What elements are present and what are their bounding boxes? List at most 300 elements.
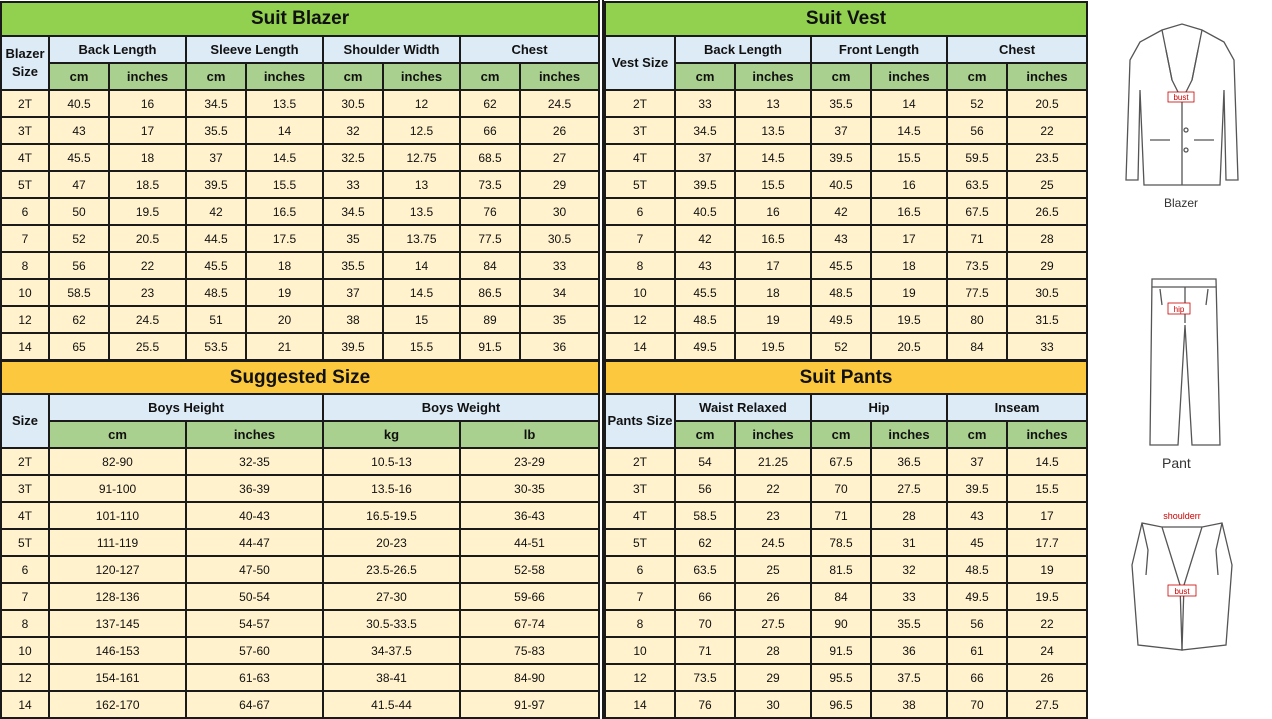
value-cell: 49.5 <box>675 333 735 360</box>
table-row <box>605 279 1087 306</box>
vest-size-header: Vest Size <box>605 36 675 90</box>
size-cell: 3T <box>1 117 49 144</box>
size-cell: 4T <box>1 144 49 171</box>
value-cell: 44-51 <box>460 529 599 556</box>
value-cell: 17.5 <box>246 225 323 252</box>
value-cell: 18 <box>735 279 811 306</box>
value-cell: 39.5 <box>186 171 246 198</box>
value-cell: 14.5 <box>246 144 323 171</box>
value-cell: 91-100 <box>49 475 186 502</box>
value-cell: 30-35 <box>460 475 599 502</box>
group-header: Front Length <box>811 36 947 63</box>
size-cell: 2T <box>605 90 675 117</box>
value-cell: 28 <box>871 502 947 529</box>
value-cell: 17 <box>1007 502 1087 529</box>
size-cell: 14 <box>1 333 49 360</box>
table-row <box>605 610 1087 637</box>
size-cell: 5T <box>605 171 675 198</box>
size-cell: 14 <box>605 691 675 718</box>
vest-bust-tag: bust <box>1174 587 1190 596</box>
suggested-size-header: Size <box>1 394 49 448</box>
unit-header: cm <box>811 63 871 90</box>
size-cell: 7 <box>605 583 675 610</box>
value-cell: 70 <box>811 475 871 502</box>
value-cell: 20-23 <box>323 529 460 556</box>
value-cell: 15.5 <box>246 171 323 198</box>
value-cell: 71 <box>947 225 1007 252</box>
value-cell: 13.5-16 <box>323 475 460 502</box>
value-cell: 80 <box>947 306 1007 333</box>
table-row <box>605 475 1087 502</box>
value-cell: 37 <box>186 144 246 171</box>
table-row <box>605 448 1087 475</box>
table-row <box>1 198 599 225</box>
table-row <box>1 90 599 117</box>
value-cell: 36 <box>520 333 599 360</box>
suit-blazer-table <box>0 1 600 361</box>
table-row <box>1 448 599 475</box>
value-cell: 54 <box>675 448 735 475</box>
value-cell: 14 <box>383 252 460 279</box>
value-cell: 66 <box>675 583 735 610</box>
value-cell: 18.5 <box>109 171 186 198</box>
value-cell: 30.5-33.5 <box>323 610 460 637</box>
value-cell: 15.5 <box>735 171 811 198</box>
value-cell: 45.5 <box>186 252 246 279</box>
value-cell: 43 <box>49 117 109 144</box>
value-cell: 48.5 <box>811 279 871 306</box>
group-header: Back Length <box>675 36 811 63</box>
suit-blazer-title: Suit Blazer <box>1 2 599 36</box>
value-cell: 18 <box>109 144 186 171</box>
suggested-size-title: Suggested Size <box>1 361 599 394</box>
value-cell: 19.5 <box>735 333 811 360</box>
value-cell: 28 <box>735 637 811 664</box>
value-cell: 37 <box>947 448 1007 475</box>
value-cell: 14 <box>871 90 947 117</box>
size-cell: 6 <box>605 556 675 583</box>
value-cell: 67.5 <box>947 198 1007 225</box>
value-cell: 91-97 <box>460 691 599 718</box>
table-row <box>1 225 599 252</box>
value-cell: 16 <box>871 171 947 198</box>
value-cell: 67.5 <box>811 448 871 475</box>
value-cell: 23-29 <box>460 448 599 475</box>
table-row <box>605 198 1087 225</box>
value-cell: 19.5 <box>1007 583 1087 610</box>
size-cell: 14 <box>1 691 49 718</box>
value-cell: 33 <box>1007 333 1087 360</box>
value-cell: 42 <box>675 225 735 252</box>
value-cell: 16.5 <box>246 198 323 225</box>
value-cell: 84 <box>460 252 520 279</box>
table-row <box>605 637 1087 664</box>
value-cell: 32.5 <box>323 144 383 171</box>
value-cell: 14.5 <box>871 117 947 144</box>
pant-icon <box>1092 275 1272 450</box>
value-cell: 48.5 <box>675 306 735 333</box>
value-cell: 39.5 <box>323 333 383 360</box>
blazer-icon <box>1092 20 1272 195</box>
value-cell: 146-153 <box>49 637 186 664</box>
value-cell: 89 <box>460 306 520 333</box>
value-cell: 47-50 <box>186 556 323 583</box>
value-cell: 32-35 <box>186 448 323 475</box>
value-cell: 12.5 <box>383 117 460 144</box>
value-cell: 44.5 <box>186 225 246 252</box>
value-cell: 40.5 <box>675 198 735 225</box>
value-cell: 34.5 <box>675 117 735 144</box>
value-cell: 61 <box>947 637 1007 664</box>
value-cell: 18 <box>871 252 947 279</box>
value-cell: 65 <box>49 333 109 360</box>
value-cell: 12 <box>383 90 460 117</box>
value-cell: 18 <box>246 252 323 279</box>
value-cell: 91.5 <box>460 333 520 360</box>
group-header: Hip <box>811 394 947 421</box>
value-cell: 19.5 <box>871 306 947 333</box>
value-cell: 53.5 <box>186 333 246 360</box>
value-cell: 38 <box>871 691 947 718</box>
value-cell: 24.5 <box>735 529 811 556</box>
value-cell: 52 <box>811 333 871 360</box>
unit-header: cm <box>49 63 109 90</box>
value-cell: 34 <box>520 279 599 306</box>
value-cell: 37.5 <box>871 664 947 691</box>
value-cell: 14.5 <box>383 279 460 306</box>
value-cell: 56 <box>947 610 1007 637</box>
value-cell: 78.5 <box>811 529 871 556</box>
value-cell: 30.5 <box>323 90 383 117</box>
size-cell: 3T <box>605 475 675 502</box>
unit-header: inches <box>520 63 599 90</box>
value-cell: 66 <box>460 117 520 144</box>
value-cell: 27.5 <box>871 475 947 502</box>
size-cell: 4T <box>605 144 675 171</box>
group-header: Inseam <box>947 394 1087 421</box>
size-cell: 10 <box>605 279 675 306</box>
value-cell: 33 <box>323 171 383 198</box>
group-header: Chest <box>460 36 599 63</box>
size-cell: 12 <box>1 306 49 333</box>
unit-header: cm <box>675 63 735 90</box>
value-cell: 17 <box>735 252 811 279</box>
value-cell: 27.5 <box>735 610 811 637</box>
size-cell: 6 <box>1 198 49 225</box>
table-row <box>605 90 1087 117</box>
value-cell: 56 <box>49 252 109 279</box>
value-cell: 30 <box>735 691 811 718</box>
value-cell: 24.5 <box>520 90 599 117</box>
size-cell: 8 <box>605 252 675 279</box>
value-cell: 91.5 <box>811 637 871 664</box>
unit-header: inches <box>109 63 186 90</box>
value-cell: 42 <box>186 198 246 225</box>
value-cell: 25.5 <box>109 333 186 360</box>
value-cell: 162-170 <box>49 691 186 718</box>
blazer-size-header: Blazer Size <box>1 36 49 90</box>
value-cell: 90 <box>811 610 871 637</box>
value-cell: 45.5 <box>675 279 735 306</box>
value-cell: 13.75 <box>383 225 460 252</box>
unit-header: cm <box>186 63 246 90</box>
value-cell: 22 <box>1007 610 1087 637</box>
value-cell: 36-39 <box>186 475 323 502</box>
value-cell: 63.5 <box>947 171 1007 198</box>
value-cell: 47 <box>49 171 109 198</box>
value-cell: 62 <box>675 529 735 556</box>
table-row <box>605 225 1087 252</box>
value-cell: 36.5 <box>871 448 947 475</box>
value-cell: 44-47 <box>186 529 323 556</box>
blazer-caption: Blazer <box>1164 196 1199 210</box>
table-row <box>605 529 1087 556</box>
value-cell: 71 <box>811 502 871 529</box>
value-cell: 22 <box>1007 117 1087 144</box>
value-cell: 40.5 <box>811 171 871 198</box>
table-row <box>605 171 1087 198</box>
table-row <box>605 691 1087 718</box>
value-cell: 84 <box>811 583 871 610</box>
value-cell: 22 <box>735 475 811 502</box>
value-cell: 24.5 <box>109 306 186 333</box>
value-cell: 34.5 <box>323 198 383 225</box>
size-cell: 6 <box>605 198 675 225</box>
value-cell: 30.5 <box>520 225 599 252</box>
group-header: Shoulder Width <box>323 36 460 63</box>
value-cell: 39.5 <box>675 171 735 198</box>
unit-header: inches <box>871 421 947 448</box>
table-row <box>1 306 599 333</box>
table-row <box>605 306 1087 333</box>
value-cell: 56 <box>675 475 735 502</box>
value-cell: 32 <box>323 117 383 144</box>
size-cell: 8 <box>1 252 49 279</box>
value-cell: 16.5 <box>735 225 811 252</box>
value-cell: 75-83 <box>460 637 599 664</box>
table-row <box>1 529 599 556</box>
value-cell: 13.5 <box>735 117 811 144</box>
value-cell: 16.5 <box>871 198 947 225</box>
suit-pants-title: Suit Pants <box>605 361 1087 394</box>
value-cell: 30 <box>520 198 599 225</box>
table-row <box>605 502 1087 529</box>
value-cell: 14.5 <box>1007 448 1087 475</box>
size-cell: 4T <box>605 502 675 529</box>
value-cell: 52 <box>49 225 109 252</box>
value-cell: 26 <box>735 583 811 610</box>
value-cell: 16.5-19.5 <box>323 502 460 529</box>
size-cell: 3T <box>605 117 675 144</box>
unit-header: cm <box>49 421 186 448</box>
value-cell: 15 <box>383 306 460 333</box>
value-cell: 61-63 <box>186 664 323 691</box>
unit-header: cm <box>947 421 1007 448</box>
value-cell: 35.5 <box>811 90 871 117</box>
value-cell: 13.5 <box>383 198 460 225</box>
value-cell: 34.5 <box>186 90 246 117</box>
value-cell: 120-127 <box>49 556 186 583</box>
size-cell: 3T <box>1 475 49 502</box>
value-cell: 20.5 <box>1007 90 1087 117</box>
value-cell: 20.5 <box>109 225 186 252</box>
size-cell: 2T <box>605 448 675 475</box>
table-row <box>1 475 599 502</box>
value-cell: 54-57 <box>186 610 323 637</box>
table-row <box>1 691 599 718</box>
table-row <box>605 664 1087 691</box>
value-cell: 73.5 <box>460 171 520 198</box>
value-cell: 23.5 <box>1007 144 1087 171</box>
value-cell: 45.5 <box>811 252 871 279</box>
size-cell: 10 <box>605 637 675 664</box>
value-cell: 37 <box>323 279 383 306</box>
value-cell: 13.5 <box>246 90 323 117</box>
value-cell: 40-43 <box>186 502 323 529</box>
value-cell: 101-110 <box>49 502 186 529</box>
unit-header: inches <box>871 63 947 90</box>
value-cell: 28 <box>1007 225 1087 252</box>
table-row <box>605 333 1087 360</box>
size-cell: 5T <box>605 529 675 556</box>
value-cell: 52 <box>947 90 1007 117</box>
suit-vest-title: Suit Vest <box>605 2 1087 36</box>
value-cell: 43 <box>811 225 871 252</box>
value-cell: 95.5 <box>811 664 871 691</box>
value-cell: 13 <box>735 90 811 117</box>
value-cell: 29 <box>735 664 811 691</box>
value-cell: 39.5 <box>811 144 871 171</box>
value-cell: 19 <box>871 279 947 306</box>
vest-shoulder-tag: shoulderr <box>1163 511 1201 521</box>
value-cell: 50-54 <box>186 583 323 610</box>
group-header: Boys Weight <box>323 394 599 421</box>
table-row <box>1 556 599 583</box>
value-cell: 51 <box>186 306 246 333</box>
value-cell: 62 <box>460 90 520 117</box>
value-cell: 23 <box>109 279 186 306</box>
unit-header: cm <box>323 63 383 90</box>
value-cell: 14.5 <box>735 144 811 171</box>
value-cell: 19.5 <box>109 198 186 225</box>
value-cell: 42 <box>811 198 871 225</box>
value-cell: 27 <box>520 144 599 171</box>
value-cell: 71 <box>675 637 735 664</box>
unit-header: inches <box>735 63 811 90</box>
value-cell: 26.5 <box>1007 198 1087 225</box>
value-cell: 34-37.5 <box>323 637 460 664</box>
value-cell: 19 <box>735 306 811 333</box>
size-cell: 10 <box>1 279 49 306</box>
value-cell: 64-67 <box>186 691 323 718</box>
value-cell: 128-136 <box>49 583 186 610</box>
value-cell: 26 <box>1007 664 1087 691</box>
suit-vest-table <box>604 1 1088 361</box>
value-cell: 45.5 <box>49 144 109 171</box>
value-cell: 35 <box>520 306 599 333</box>
value-cell: 27.5 <box>1007 691 1087 718</box>
value-cell: 16 <box>735 198 811 225</box>
value-cell: 38-41 <box>323 664 460 691</box>
table-row <box>1 637 599 664</box>
value-cell: 24 <box>1007 637 1087 664</box>
group-header: Back Length <box>49 36 186 63</box>
value-cell: 48.5 <box>186 279 246 306</box>
unit-header: cm <box>460 63 520 90</box>
value-cell: 77.5 <box>460 225 520 252</box>
size-cell: 7 <box>605 225 675 252</box>
value-cell: 15.5 <box>871 144 947 171</box>
value-cell: 17 <box>109 117 186 144</box>
value-cell: 26 <box>520 117 599 144</box>
table-row <box>1 144 599 171</box>
size-cell: 7 <box>1 583 49 610</box>
unit-header: inches <box>735 421 811 448</box>
value-cell: 84-90 <box>460 664 599 691</box>
unit-header: lb <box>460 421 599 448</box>
value-cell: 38 <box>323 306 383 333</box>
size-cell: 5T <box>1 171 49 198</box>
value-cell: 63.5 <box>675 556 735 583</box>
value-cell: 111-119 <box>49 529 186 556</box>
value-cell: 33 <box>675 90 735 117</box>
value-cell: 41.5-44 <box>323 691 460 718</box>
value-cell: 20 <box>246 306 323 333</box>
blazer-bust-tag: bust <box>1173 93 1189 102</box>
table-row <box>1 333 599 360</box>
size-cell: 12 <box>605 664 675 691</box>
group-header: Waist Relaxed <box>675 394 811 421</box>
value-cell: 57-60 <box>186 637 323 664</box>
value-cell: 17 <box>871 225 947 252</box>
value-cell: 25 <box>1007 171 1087 198</box>
value-cell: 35 <box>323 225 383 252</box>
group-header: Sleeve Length <box>186 36 323 63</box>
unit-header: cm <box>947 63 1007 90</box>
value-cell: 81.5 <box>811 556 871 583</box>
unit-header: kg <box>323 421 460 448</box>
blazer-illustration <box>1092 20 1272 220</box>
value-cell: 21 <box>246 333 323 360</box>
value-cell: 58.5 <box>675 502 735 529</box>
size-cell: 10 <box>1 637 49 664</box>
value-cell: 29 <box>1007 252 1087 279</box>
value-cell: 70 <box>675 610 735 637</box>
value-cell: 67-74 <box>460 610 599 637</box>
value-cell: 20.5 <box>871 333 947 360</box>
suggested-size-table <box>0 360 600 719</box>
value-cell: 35.5 <box>323 252 383 279</box>
value-cell: 154-161 <box>49 664 186 691</box>
table-row <box>605 144 1087 171</box>
unit-header: inches <box>246 63 323 90</box>
value-cell: 73.5 <box>947 252 1007 279</box>
value-cell: 56 <box>947 117 1007 144</box>
value-cell: 22 <box>109 252 186 279</box>
value-cell: 50 <box>49 198 109 225</box>
group-header: Chest <box>947 36 1087 63</box>
value-cell: 59-66 <box>460 583 599 610</box>
table-row <box>605 583 1087 610</box>
value-cell: 40.5 <box>49 90 109 117</box>
value-cell: 52-58 <box>460 556 599 583</box>
vest-icon <box>1092 505 1272 675</box>
size-cell: 7 <box>1 225 49 252</box>
size-cell: 2T <box>1 90 49 117</box>
value-cell: 31 <box>871 529 947 556</box>
value-cell: 19 <box>1007 556 1087 583</box>
value-cell: 29 <box>520 171 599 198</box>
